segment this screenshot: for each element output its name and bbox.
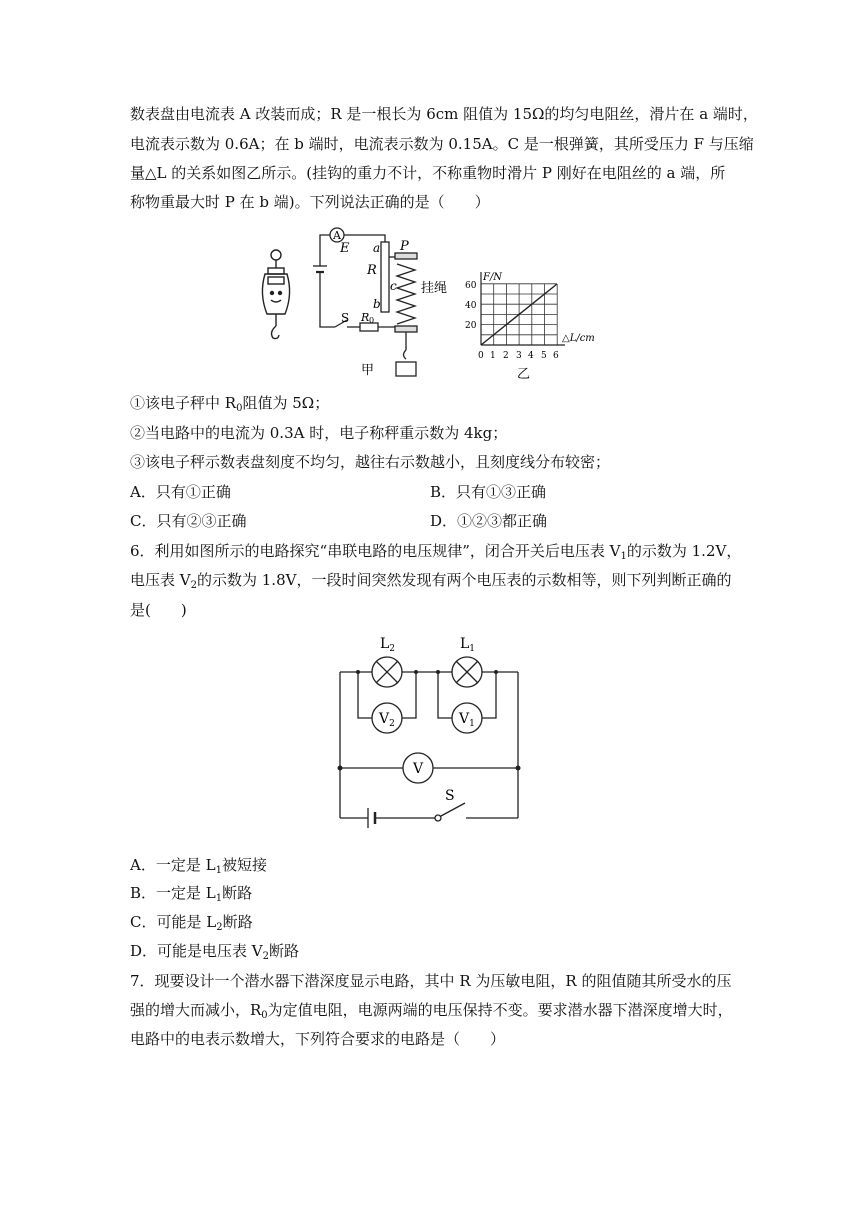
voltmeter-v1-label: $V_1$ <box>459 711 475 729</box>
q6-option-b[interactable]: B．一定是 $L_1$断路 <box>130 884 253 904</box>
x-tick-6: 6 <box>553 351 559 361</box>
graph-x-label: △L/cm <box>562 333 595 344</box>
y-tick-40: 40 <box>465 301 477 311</box>
r0-sub: 0 <box>369 316 375 325</box>
q5-line-1: 数表盘由电流表 A 改装而成；R 是一根长为 6cm 阻值为 15Ω的均匀电阻丝，滑片在 a 端时， <box>130 105 758 123</box>
switch-s-label: S <box>341 311 350 325</box>
q6-option-d[interactable]: D．可能是电压表 $V_2$断路 <box>130 942 300 962</box>
q5-figure <box>255 222 605 387</box>
x-tick-4: 4 <box>528 351 534 361</box>
graph-y-label: F/N <box>483 272 503 283</box>
y-tick-60: 60 <box>465 281 477 291</box>
x-tick-3: 3 <box>516 351 522 361</box>
q6-circuit-figure <box>330 630 530 832</box>
hanging-scale-icon <box>262 250 289 339</box>
q5-option-a[interactable]: A．只有①正确 <box>130 483 231 501</box>
lamp-l1-label: $L_1$ <box>460 636 476 654</box>
q6-line-3: 是( ) <box>130 601 187 619</box>
q5-line-3: 量△L 的关系如图乙所示。(挂钩的重力不计，不称重物时滑片 P 刚好在电阻丝的 a 端，所 <box>130 164 726 182</box>
y-tick-20: 20 <box>465 321 477 331</box>
r0-label: R <box>361 311 370 324</box>
q6-option-a[interactable]: A．一定是 $L_1$被短接 <box>130 856 267 876</box>
spring-c-label: c <box>390 279 397 293</box>
force-compression-graph <box>465 272 595 382</box>
switch-s-label: S <box>445 788 455 804</box>
slider-p-label: P <box>400 239 409 254</box>
figure-jia-label: 甲 <box>361 363 375 378</box>
q5-option-d[interactable]: D．①②③都正确 <box>430 512 548 530</box>
x-tick-1: 1 <box>490 351 496 361</box>
q5-statement-1: ①该电子秤中 $R_0$阻值为 5Ω； <box>130 394 330 414</box>
end-a-label: a <box>373 241 381 255</box>
resistor-r-label: R <box>367 263 377 278</box>
q5-line-4: 称物重最大时 P 在 b 端)。下列说法正确的是（ ） <box>130 193 490 211</box>
x-tick-5: 5 <box>541 351 547 361</box>
q5-statement-2: ②当电路中的电流为 0.3A 时，电子称秤重示数为 4kg； <box>130 424 508 442</box>
lamp-l2-label: $L_2$ <box>380 636 396 654</box>
end-b-label: b <box>373 297 381 311</box>
voltmeter-v-label: V <box>413 761 424 777</box>
x-tick-0: 0 <box>478 351 484 361</box>
q6-line-2: 电压表 $V_2$的示数为 1.8V，一段时间突然发现有两个电压表的示数相等，则下列判断正确的 <box>130 571 732 591</box>
q5-option-b[interactable]: B．只有①③正确 <box>430 483 547 501</box>
figure-yi-label: 乙 <box>517 367 531 382</box>
q7-line-1: 7．现要设计一个潜水器下潜深度显示电路，其中 R 为压敏电阻，R 的阻值随其所受水的压 <box>130 972 732 990</box>
hanging-rope-label: 挂绳 <box>421 281 448 296</box>
q5-option-c[interactable]: C．只有②③正确 <box>130 512 247 530</box>
voltmeter-v2-label: $V_2$ <box>379 711 395 729</box>
ammeter-label: A <box>333 229 341 242</box>
battery-e-label: E <box>340 241 350 256</box>
q5-statement-3: ③该电子秤示数表盘刻度不均匀，越往右示数越小，且刻度线分布较密； <box>130 453 611 471</box>
q7-line-3: 电路中的电表示数增大，下列符合要求的电路是（ ） <box>130 1030 506 1048</box>
q5-line-2: 电流表示数为 0.6A；在 b 端时，电流表示数为 0.15A。C 是一根弹簧，其所受压力 F 与压缩 <box>130 135 754 153</box>
q6-line-1: 6．利用如图所示的电路探究“串联电路的电压规律”，闭合开关后电压表 $V_1$的示数为 1.2V， <box>130 542 742 562</box>
q7-line-2: 强的增大而减小，$R_0$为定值电阻，电源两端的电压保持不变。要求潜水器下潜深度增大时， <box>130 1001 733 1021</box>
x-tick-2: 2 <box>503 351 509 361</box>
q6-option-c[interactable]: C．可能是 $L_2$断路 <box>130 913 253 933</box>
